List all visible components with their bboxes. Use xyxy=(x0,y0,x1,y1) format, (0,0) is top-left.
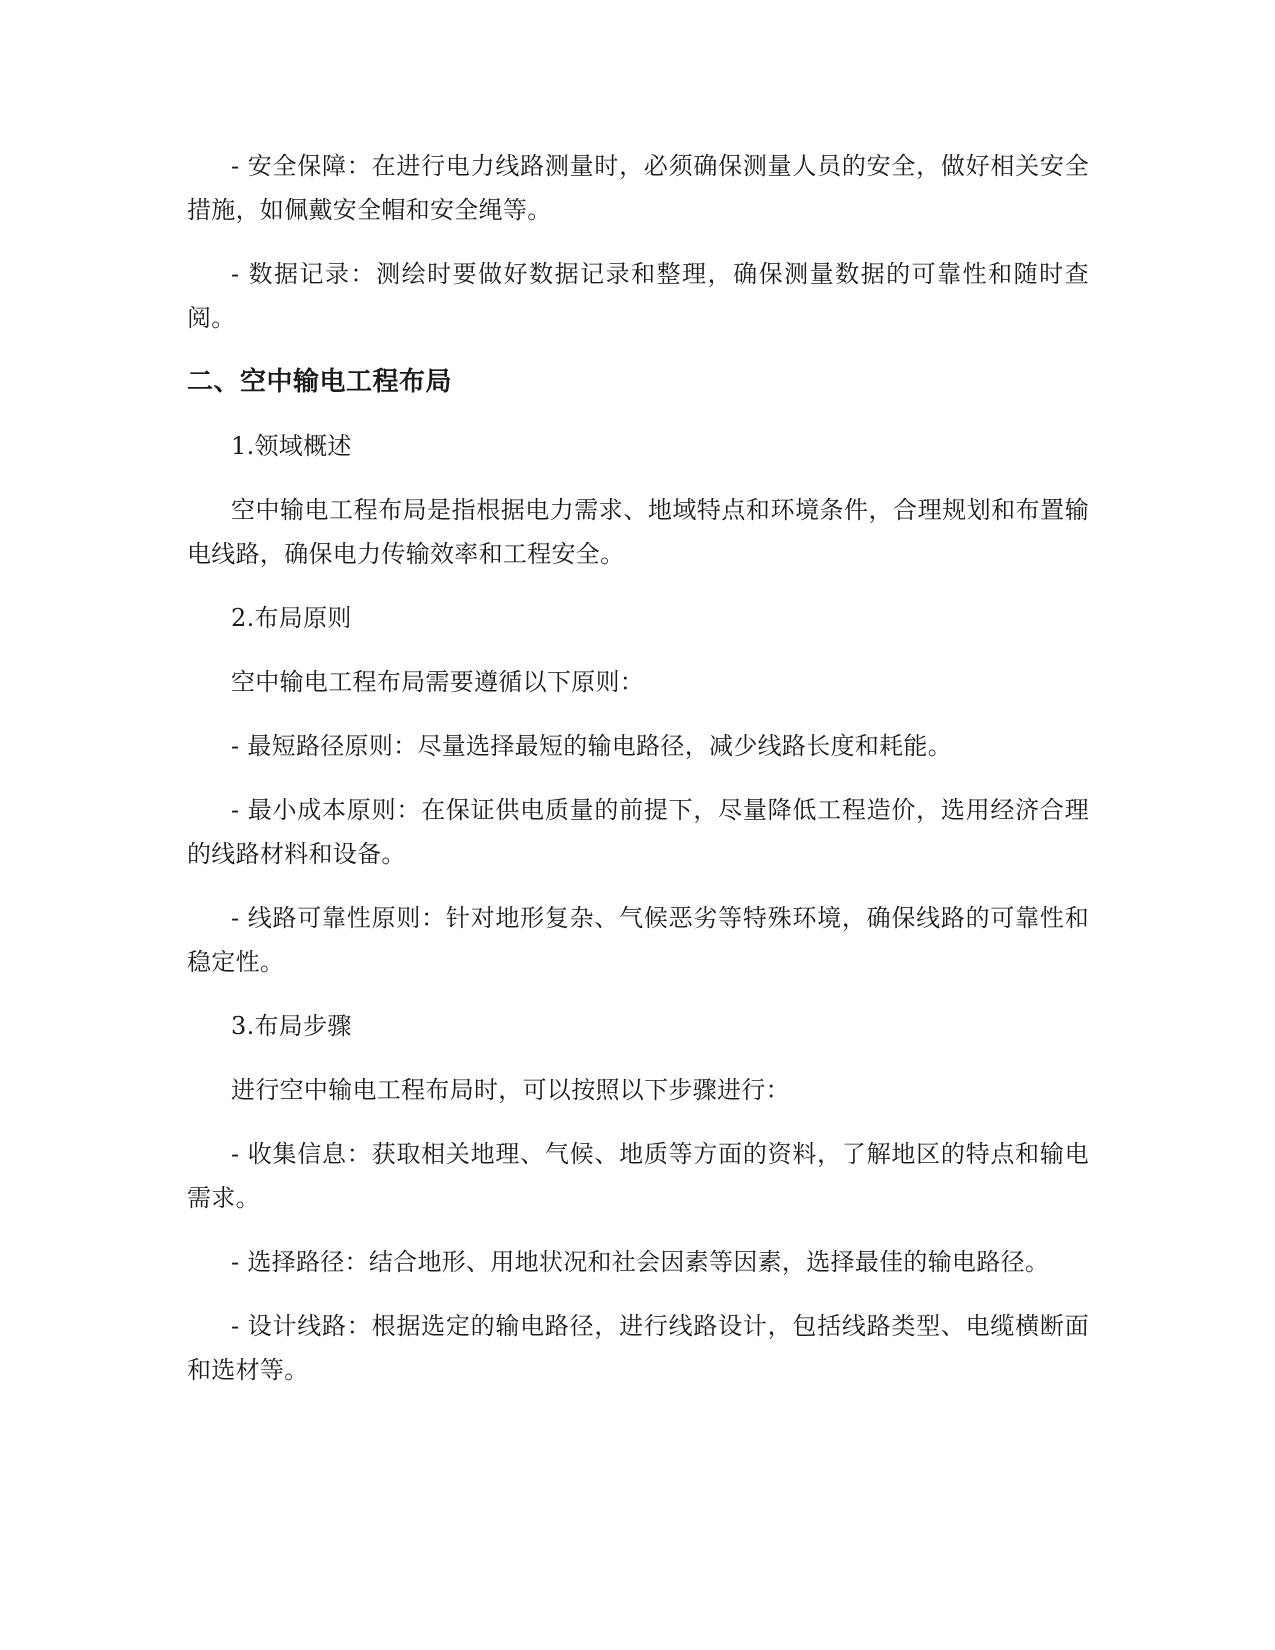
paragraph-select-path: - 选择路径：结合地形、用地状况和社会因素等因素，选择最佳的输电路径。 xyxy=(231,1248,1050,1276)
paragraph-collect-info: - 收集信息：获取相关地理、气候、地质等方面的资料，了解地区的特点和输电需求。 xyxy=(187,1140,1089,1212)
paragraph-reliability: - 线路可靠性原则：针对地形复杂、气候恶劣等特殊环境，确保线路的可靠性和稳定性。 xyxy=(187,904,1089,976)
paragraph-design-line: - 设计线路：根据选定的输电路径，进行线路设计，包括线路类型、电缆横断面和选材等。 xyxy=(187,1312,1089,1384)
subheading-principles: 2.布局原则 xyxy=(231,604,352,632)
paragraph-safety: - 安全保障：在进行电力线路测量时，必须确保测量人员的安全，做好相关安全措施，如佩戴安全帽和安全绳等。 xyxy=(187,152,1089,224)
paragraph-min-cost: - 最小成本原则：在保证供电质量的前提下，尽量降低工程造价，选用经济合理的线路材料和设备。 xyxy=(187,796,1089,868)
document-body xyxy=(187,144,1089,1412)
paragraph-shortest-path: - 最短路径原则：尽量选择最短的输电路径，减少线路长度和耗能。 xyxy=(231,732,953,760)
paragraph-principles-intro: 空中输电工程布局需要遵循以下原则： xyxy=(231,668,645,696)
subheading-steps: 3.布局步骤 xyxy=(231,1012,352,1040)
subheading-overview: 1.领域概述 xyxy=(231,432,352,460)
paragraph-data-record: - 数据记录：测绘时要做好数据记录和整理，确保测量数据的可靠性和随时查阅。 xyxy=(187,260,1089,332)
section-heading: 二、空中输电工程布局 xyxy=(187,367,453,397)
paragraph-steps-intro: 进行空中输电工程布局时，可以按照以下步骤进行： xyxy=(231,1076,790,1104)
paragraph-overview: 空中输电工程布局是指根据电力需求、地域特点和环境条件，合理规划和布置输电线路，确保电力传输效率和工程安全。 xyxy=(187,496,1089,568)
